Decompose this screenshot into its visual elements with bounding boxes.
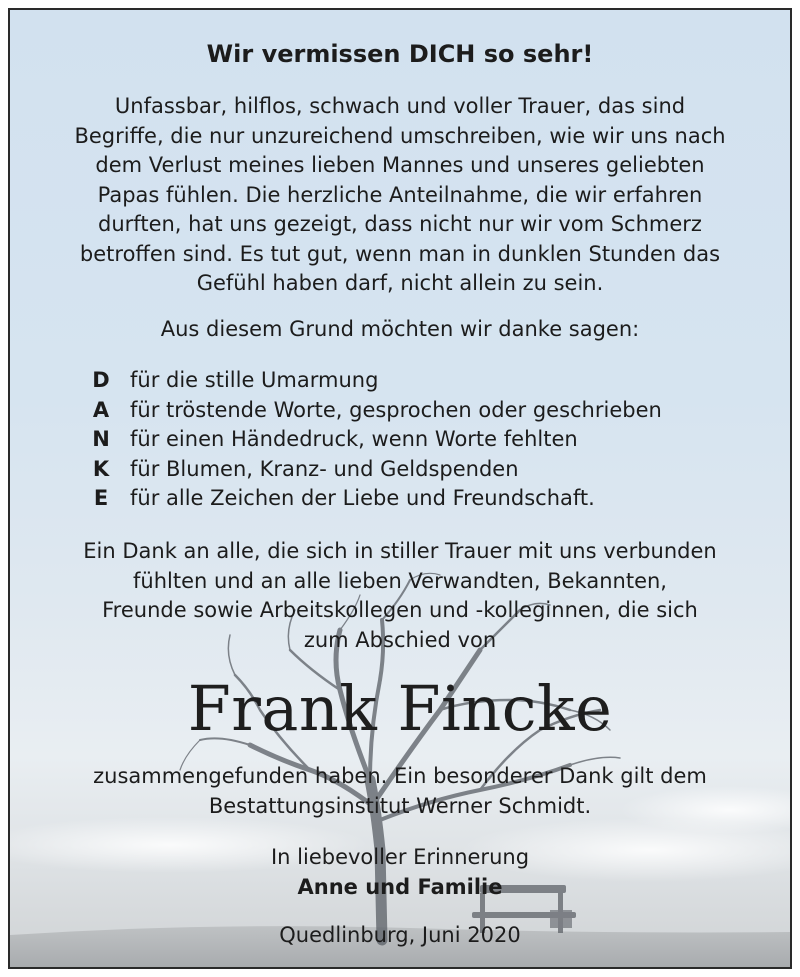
intro-line: Gefühl haben darf, nicht allein zu sein. bbox=[196, 271, 604, 295]
intro-line: betroffen sind. Es tut gut, wenn man in dunklen Stunden das bbox=[79, 241, 721, 266]
intro-line: durften, hat uns gezeigt, dass nicht nur wir vom Schmerz bbox=[98, 212, 702, 236]
danke-row bbox=[72, 366, 662, 396]
gratitude-paragraph bbox=[10, 537, 790, 655]
danke-row bbox=[72, 484, 662, 514]
danke-letter: E bbox=[93, 486, 109, 511]
danke-letter: N bbox=[92, 427, 110, 452]
gratitude-line: Ein Dank an alle, die sich in stiller Trauer mit uns verbunden bbox=[83, 539, 717, 563]
danke-acrostic bbox=[72, 366, 662, 514]
intro-paragraph bbox=[10, 92, 790, 299]
danke-letter: K bbox=[92, 456, 110, 481]
deceased-name: Frank Fincke bbox=[187, 672, 613, 745]
danke-letter: D bbox=[92, 368, 110, 392]
danke-text: für die stille Umarmung bbox=[130, 368, 379, 392]
gratitude-line: fühlten und an alle lieben Verwandten, Bekannten, bbox=[133, 568, 667, 593]
after-name-line: Bestattungsinstitut Werner Schmidt. bbox=[208, 793, 592, 818]
danke-text: für tröstende Worte, gesprochen oder geschrieben bbox=[130, 397, 662, 422]
obituary-card bbox=[8, 8, 792, 969]
thanks-line: Aus diesem Grund möchten wir danke sagen: bbox=[160, 317, 640, 341]
heading: Wir vermissen DICH so sehr! bbox=[206, 40, 594, 68]
danke-row bbox=[72, 396, 662, 426]
intro-line: Begriffe, die nur unzureichend umschreiben, wie wir uns nach bbox=[74, 123, 726, 148]
gratitude-line: Freunde sowie Arbeitskollegen und -kolleginnen, die sich bbox=[102, 598, 698, 622]
intro-line: dem Verlust meines lieben Mannes und unseres geliebten bbox=[95, 153, 705, 177]
danke-row bbox=[72, 425, 662, 455]
danke-text: für alle Zeichen der Liebe und Freundschaft. bbox=[130, 486, 595, 511]
intro-line: Unfassbar, hilflos, schwach und voller Trauer, das sind bbox=[114, 94, 686, 118]
place-date: Quedlinburg, Juni 2020 bbox=[279, 923, 521, 947]
danke-row bbox=[72, 455, 662, 485]
family-signature: Anne und Familie bbox=[297, 875, 503, 899]
gratitude-line: zum Abschied von bbox=[303, 627, 497, 652]
danke-text: für Blumen, Kranz- und Geldspenden bbox=[130, 456, 519, 481]
obituary-text bbox=[10, 10, 790, 967]
after-name-paragraph bbox=[10, 762, 790, 821]
after-name-line: zusammengefunden haben. Ein besonderer Dank gilt dem bbox=[93, 764, 707, 788]
danke-letter: A bbox=[92, 397, 110, 422]
closing-line: In liebevoller Erinnerung bbox=[270, 845, 530, 869]
intro-line: Papas fühlen. Die herzliche Anteilnahme, die wir erfahren bbox=[97, 182, 703, 207]
danke-text: für einen Händedruck, wenn Worte fehlten bbox=[130, 427, 578, 452]
